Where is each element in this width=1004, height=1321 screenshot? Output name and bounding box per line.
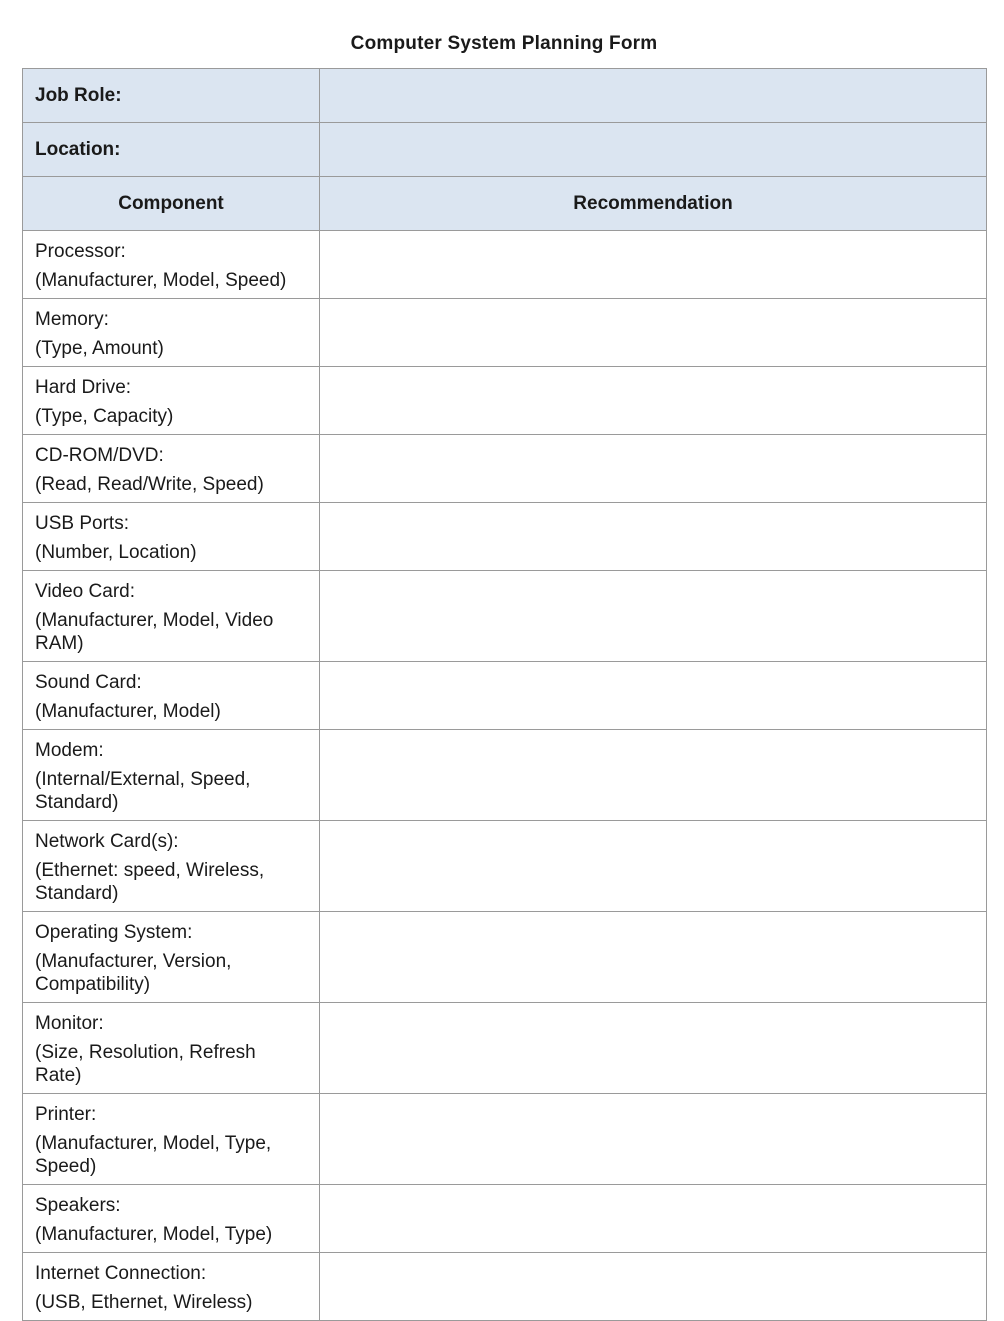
column-header-component: Component bbox=[23, 177, 320, 231]
recommendation-field[interactable] bbox=[320, 503, 987, 571]
table-row bbox=[23, 730, 987, 821]
component-cell bbox=[23, 821, 320, 912]
component-cell bbox=[23, 503, 320, 571]
job-role-label: Job Role: bbox=[23, 69, 320, 123]
table-row bbox=[23, 231, 987, 299]
component-detail: (USB, Ethernet, Wireless) bbox=[35, 1291, 253, 1313]
recommendation-field[interactable] bbox=[320, 299, 987, 367]
recommendation-field[interactable] bbox=[320, 662, 987, 730]
component-name: Network Card(s): bbox=[35, 830, 179, 852]
recommendation-field[interactable] bbox=[320, 1185, 987, 1253]
component-detail: (Manufacturer, Model) bbox=[35, 700, 221, 722]
component-cell bbox=[23, 730, 320, 821]
recommendation-field[interactable] bbox=[320, 1094, 987, 1185]
location-label: Location: bbox=[23, 123, 320, 177]
location-field[interactable] bbox=[320, 123, 987, 177]
table-row bbox=[23, 503, 987, 571]
component-detail: (Internal/External, Speed, Standard) bbox=[35, 768, 251, 813]
planning-form-table bbox=[22, 68, 987, 1321]
component-cell bbox=[23, 1003, 320, 1094]
component-detail: (Type, Capacity) bbox=[35, 405, 174, 427]
component-detail: (Manufacturer, Model, Video RAM) bbox=[35, 609, 274, 654]
table-header-row bbox=[23, 177, 987, 231]
job-role-row bbox=[23, 69, 987, 123]
component-name: Internet Connection: bbox=[35, 1262, 207, 1284]
component-detail: (Size, Resolution, Refresh Rate) bbox=[35, 1041, 256, 1086]
component-cell bbox=[23, 1094, 320, 1185]
component-cell bbox=[23, 435, 320, 503]
component-cell bbox=[23, 299, 320, 367]
component-detail: (Manufacturer, Version, Compatibility) bbox=[35, 950, 232, 995]
component-cell bbox=[23, 662, 320, 730]
recommendation-field[interactable] bbox=[320, 231, 987, 299]
recommendation-field[interactable] bbox=[320, 912, 987, 1003]
component-name: Video Card: bbox=[35, 580, 135, 602]
table-row bbox=[23, 912, 987, 1003]
location-row bbox=[23, 123, 987, 177]
table-row bbox=[23, 571, 987, 662]
table-row bbox=[23, 367, 987, 435]
component-detail: (Manufacturer, Model, Type, Speed) bbox=[35, 1132, 272, 1177]
component-detail: (Type, Amount) bbox=[35, 337, 164, 359]
component-name: CD-ROM/DVD: bbox=[35, 444, 164, 466]
page-title: Computer System Planning Form bbox=[350, 33, 658, 54]
component-cell bbox=[23, 367, 320, 435]
component-name: Operating System: bbox=[35, 921, 193, 943]
component-name: Memory: bbox=[35, 308, 109, 330]
component-cell bbox=[23, 571, 320, 662]
recommendation-field[interactable] bbox=[320, 571, 987, 662]
component-cell bbox=[23, 1185, 320, 1253]
recommendation-field[interactable] bbox=[320, 1003, 987, 1094]
component-name: Printer: bbox=[35, 1103, 97, 1125]
component-cell bbox=[23, 231, 320, 299]
recommendation-field[interactable] bbox=[320, 821, 987, 912]
component-detail: (Manufacturer, Model, Speed) bbox=[35, 269, 287, 291]
table-row bbox=[23, 299, 987, 367]
table-row bbox=[23, 1185, 987, 1253]
table-row bbox=[23, 662, 987, 730]
table-row bbox=[23, 1003, 987, 1094]
table-row bbox=[23, 435, 987, 503]
component-detail: (Ethernet: speed, Wireless, Standard) bbox=[35, 859, 265, 904]
component-name: USB Ports: bbox=[35, 512, 129, 534]
component-name: Monitor: bbox=[35, 1012, 104, 1034]
component-detail: (Manufacturer, Model, Type) bbox=[35, 1223, 273, 1245]
table-row bbox=[23, 1253, 987, 1321]
component-name: Processor: bbox=[35, 240, 126, 262]
recommendation-field[interactable] bbox=[320, 730, 987, 821]
component-name: Modem: bbox=[35, 739, 104, 761]
column-header-recommendation: Recommendation bbox=[320, 177, 987, 231]
component-name: Speakers: bbox=[35, 1194, 121, 1216]
component-cell bbox=[23, 1253, 320, 1321]
table-row bbox=[23, 1094, 987, 1185]
recommendation-field[interactable] bbox=[320, 1253, 987, 1321]
component-detail: (Number, Location) bbox=[35, 541, 197, 563]
job-role-field[interactable] bbox=[320, 69, 987, 123]
recommendation-field[interactable] bbox=[320, 367, 987, 435]
table-row bbox=[23, 821, 987, 912]
component-name: Sound Card: bbox=[35, 671, 142, 693]
recommendation-field[interactable] bbox=[320, 435, 987, 503]
component-name: Hard Drive: bbox=[35, 376, 132, 398]
component-cell bbox=[23, 912, 320, 1003]
component-detail: (Read, Read/Write, Speed) bbox=[35, 473, 264, 495]
